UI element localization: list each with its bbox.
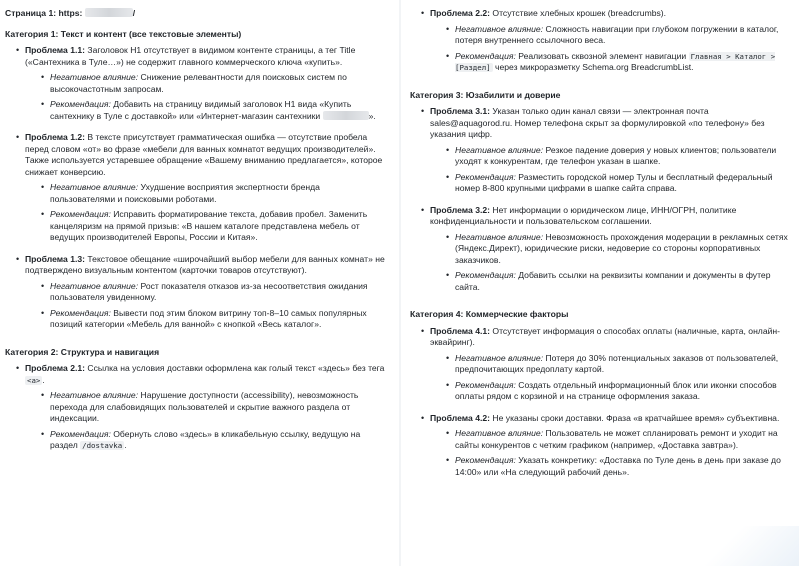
recommendation-3-2 bbox=[410, 270, 793, 293]
bullet-icon: • bbox=[16, 253, 20, 264]
right-column bbox=[404, 0, 799, 566]
recommendation-label: Рекомендация: bbox=[50, 307, 111, 318]
left-column bbox=[0, 0, 395, 566]
problem-label: Проблема 1.1: bbox=[25, 45, 86, 56]
recommendation-label: Рекомендация: bbox=[455, 50, 516, 61]
page-title-text: Страница 1: https: bbox=[5, 8, 83, 18]
recommendation-text: Обернуть слово «здесь» в кликабельную ссылку, ведущую на раздел bbox=[50, 428, 361, 451]
recommendation-3-1 bbox=[410, 172, 793, 195]
problem-3-1 bbox=[410, 106, 793, 141]
problem-1-2 bbox=[5, 132, 387, 178]
problem-label: Проблема 2.1: bbox=[25, 363, 86, 374]
recommendation-label: Рекомендация: bbox=[455, 455, 516, 466]
problem-2-2 bbox=[410, 8, 793, 20]
recommendation-4-2 bbox=[410, 455, 793, 478]
bullet-icon: • bbox=[446, 428, 450, 439]
inline-code: /dostavka bbox=[82, 441, 123, 451]
negative-impact-4-1 bbox=[410, 353, 793, 376]
negative-label: Негативное влияние: bbox=[455, 144, 544, 155]
negative-impact-3-1 bbox=[410, 145, 793, 168]
problem-text: Текстовое обещание «широчайший выбор мебели для ванных комнат» не подтверждено визуальным контентом (карточки товаров отсутствуют). bbox=[25, 253, 385, 276]
problem-label: Проблема 4.2: bbox=[430, 412, 491, 423]
recommendation-text: Вывести под этим блоком витрину топ-8–10 самых популярных позиций категории «Мебель для ванной» с кнопкой «Весь каталог». bbox=[50, 307, 367, 330]
recommendation-tail: ». bbox=[368, 110, 376, 121]
bullet-icon: • bbox=[421, 412, 425, 423]
recommendation-text: Добавить ссылки на реквизиты компании и документы в футер сайта. bbox=[455, 270, 771, 292]
recommendation-text: Исправить форматирование текста, добавив пробел. Заменить канцеляризм на прямой призыв: «В нашем каталоге представлена мебель от ведущих производителей Европы, России и Китая». bbox=[50, 209, 368, 243]
bullet-icon: • bbox=[16, 363, 20, 374]
negative-text: Невозможность прохождения модерации в рекламных сетях (Яндекс.Директ), юридические риски, недоверие со стороны корпоративных заказчиков. bbox=[455, 231, 788, 265]
category-2-heading: Категория 2: Структура и навигация bbox=[5, 346, 160, 357]
negative-label: Негативное влияние: bbox=[455, 231, 544, 242]
category-3-heading: Категория 3: Юзабилити и доверие bbox=[410, 89, 561, 100]
negative-label: Негативное влияние: bbox=[50, 182, 139, 193]
bullet-icon: • bbox=[41, 209, 45, 220]
bullet-icon: • bbox=[16, 45, 20, 56]
inline-code: Главная > Каталог > [Раздел] bbox=[455, 51, 776, 73]
negative-label: Негативное влияние: bbox=[50, 280, 139, 291]
problem-1-3 bbox=[5, 254, 387, 277]
negative-text: Потеря до 30% потенциальных заказов от пользователей, предпочитающих предоплату картой. bbox=[455, 352, 779, 375]
negative-label: Негативное влияние: bbox=[455, 352, 544, 363]
bullet-icon: • bbox=[41, 280, 45, 291]
recommendation-label: Рекомендация: bbox=[455, 270, 516, 281]
negative-text: Пользователь не может спланировать ремонт и уходит на сайты конкурентов с четким графиком (например, «Доставка завтра»). bbox=[455, 428, 778, 450]
problem-text: Не указаны сроки доставки. Фраза «в кратчайшее время» субъективна. bbox=[492, 412, 780, 423]
recommendation-text: Добавить на страницу видимый заголовок H1 вида «Купить сантехнику в Туле с доставкой» или «Интернет-магазин сантехники bbox=[50, 99, 352, 121]
negative-label: Негативное влияние: bbox=[50, 72, 139, 83]
recommendation-2-2 bbox=[410, 51, 793, 74]
bullet-icon: • bbox=[421, 106, 425, 117]
recommendation-4-1 bbox=[410, 380, 793, 403]
recommendation-1-1 bbox=[5, 99, 387, 122]
bullet-icon: • bbox=[41, 99, 45, 110]
recommendation-label: Рекомендация: bbox=[50, 428, 111, 439]
negative-label: Негативное влияние: bbox=[455, 428, 544, 439]
bullet-icon: • bbox=[446, 171, 450, 182]
bullet-icon: • bbox=[41, 72, 45, 83]
problem-1-1 bbox=[5, 45, 387, 68]
problem-label: Проблема 1.3: bbox=[25, 253, 86, 264]
recommendation-text: Создать отдельный информационный блок или иконки способов оплаты рядом с корзиной и на странице оформления заказа. bbox=[455, 379, 777, 402]
recommendation-label: Рекомендация: bbox=[455, 379, 516, 390]
problem-label: Проблема 2.2: bbox=[430, 8, 491, 18]
negative-label: Негативное влияние: bbox=[455, 23, 544, 34]
problem-text: Заголовок H1 отсутствует в видимом контенте страницы, а тег Title («Сантехника в Туле…») не содержит главного коммерческого ключа «купить». bbox=[25, 45, 356, 67]
redacted-text bbox=[323, 111, 369, 120]
negative-text: Нарушение доступности (accessibility), невозможность перехода для слабовидящих пользователей и скрытие важного раздела от индексации. bbox=[50, 390, 359, 424]
bullet-icon: • bbox=[41, 307, 45, 318]
page-title bbox=[5, 8, 387, 20]
recommendation-text: Разместить городской номер Тулы и бесплатный федеральный номер 8-800 крупными цифрами в шапке сайта справа. bbox=[455, 171, 773, 194]
bullet-icon: • bbox=[41, 390, 45, 401]
negative-text: Резкое падение доверия у новых клиентов; пользователи уходят к конкурентам, где телефон указан в шапке. bbox=[455, 144, 777, 167]
recommendation-text: Реализовать сквозной элемент навигации bbox=[518, 50, 687, 61]
problem-4-2 bbox=[410, 413, 793, 425]
inline-code: <a> bbox=[27, 375, 41, 385]
negative-impact-3-2 bbox=[410, 232, 793, 267]
problem-text: В тексте присутствует грамматическая ошибка — отсутствие пробела перед словом «от» во фразе «мебели для ванных комнатот ведущих производителей». Также используется устаревшее обращение «Вашему вниманию предлагается», которое снижает конверсию. bbox=[25, 132, 383, 177]
recommendation-label: Рекомендация: bbox=[50, 99, 111, 110]
bullet-icon: • bbox=[41, 182, 45, 193]
category-1-heading: Категория 1: Текст и контент (все текстовые элементы) bbox=[5, 28, 242, 39]
problem-label: Проблема 3.1: bbox=[430, 106, 491, 117]
bullet-icon: • bbox=[446, 455, 450, 466]
problem-text: Ссылка на условия доставки оформлена как голый текст «здесь» без тега bbox=[87, 363, 385, 374]
redacted-url bbox=[85, 8, 136, 18]
recommendation-text: Указать конкретику: «Доставка по Туле день в день при заказе до 14:00» или «На следующий рабочий день». bbox=[455, 455, 781, 477]
bullet-icon: • bbox=[16, 132, 20, 143]
bullet-icon: • bbox=[446, 50, 450, 61]
recommendation-1-3 bbox=[5, 308, 387, 331]
recommendation-tail: . bbox=[124, 440, 127, 451]
problem-label: Проблема 1.2: bbox=[25, 132, 86, 143]
recommendation-label: Рекомендация: bbox=[455, 171, 516, 182]
negative-text: Ухудшение восприятия экспертности бренда пользователями и поисковыми роботами. bbox=[50, 182, 320, 204]
problem-3-2 bbox=[410, 205, 793, 228]
bullet-icon: • bbox=[421, 204, 425, 215]
bullet-icon: • bbox=[446, 231, 450, 242]
problem-text: Отсутствие хлебных крошек (breadcrumbs). bbox=[492, 8, 667, 18]
bullet-icon: • bbox=[446, 379, 450, 390]
problem-2-1 bbox=[5, 363, 387, 386]
bullet-icon: • bbox=[41, 428, 45, 439]
bullet-icon: • bbox=[421, 325, 425, 336]
negative-label: Негативное влияние: bbox=[50, 390, 139, 401]
recommendation-label: Рекомендация: bbox=[50, 209, 111, 220]
negative-impact-1-1 bbox=[5, 72, 387, 95]
category-4-heading: Категория 4: Коммерческие факторы bbox=[410, 309, 569, 320]
negative-impact-2-2 bbox=[410, 24, 793, 47]
negative-text: Рост показателя отказов из-за несоответствия ожидания пользователя увиденному. bbox=[50, 280, 368, 303]
recommendation-2-1 bbox=[5, 429, 387, 452]
problem-4-1 bbox=[410, 326, 793, 349]
recommendation-tail: через микроразметку Schema.org BreadcrumbList. bbox=[495, 62, 694, 73]
bullet-icon: • bbox=[421, 8, 425, 18]
problem-text: Отсутствует информация о способах оплаты (наличные, карта, онлайн-эквайринг). bbox=[430, 325, 781, 348]
problem-label: Проблема 3.2: bbox=[430, 204, 491, 215]
bullet-icon: • bbox=[446, 23, 450, 34]
negative-impact-1-3 bbox=[5, 281, 387, 304]
bullet-icon: • bbox=[446, 352, 450, 363]
negative-text: Сложность навигации при глубоком погружении в каталог, потеря внутреннего ссылочного веса. bbox=[455, 23, 779, 46]
column-divider bbox=[399, 0, 401, 566]
negative-impact-1-2 bbox=[5, 182, 387, 205]
negative-impact-2-1 bbox=[5, 390, 387, 425]
problem-label: Проблема 4.1: bbox=[430, 325, 491, 336]
page-title-tail: / bbox=[132, 8, 136, 18]
negative-impact-4-2 bbox=[410, 428, 793, 451]
problem-tail: . bbox=[42, 374, 45, 385]
negative-text: Снижение релевантности для поисковых систем по высокочастотным запросам. bbox=[50, 72, 347, 94]
bullet-icon: • bbox=[446, 144, 450, 155]
problem-text: Нет информации о юридическом лице, ИНН/ОГРН, политике конфиденциальности и пользовательском соглашении. bbox=[430, 204, 737, 227]
bullet-icon: • bbox=[446, 270, 450, 281]
problem-text: Указан только один канал связи — электронная почта sales@aquagorod.ru. Номер телефона скрыт за формулировкой «по телефону» без указания цифр. bbox=[430, 106, 765, 140]
recommendation-1-2 bbox=[5, 209, 387, 244]
